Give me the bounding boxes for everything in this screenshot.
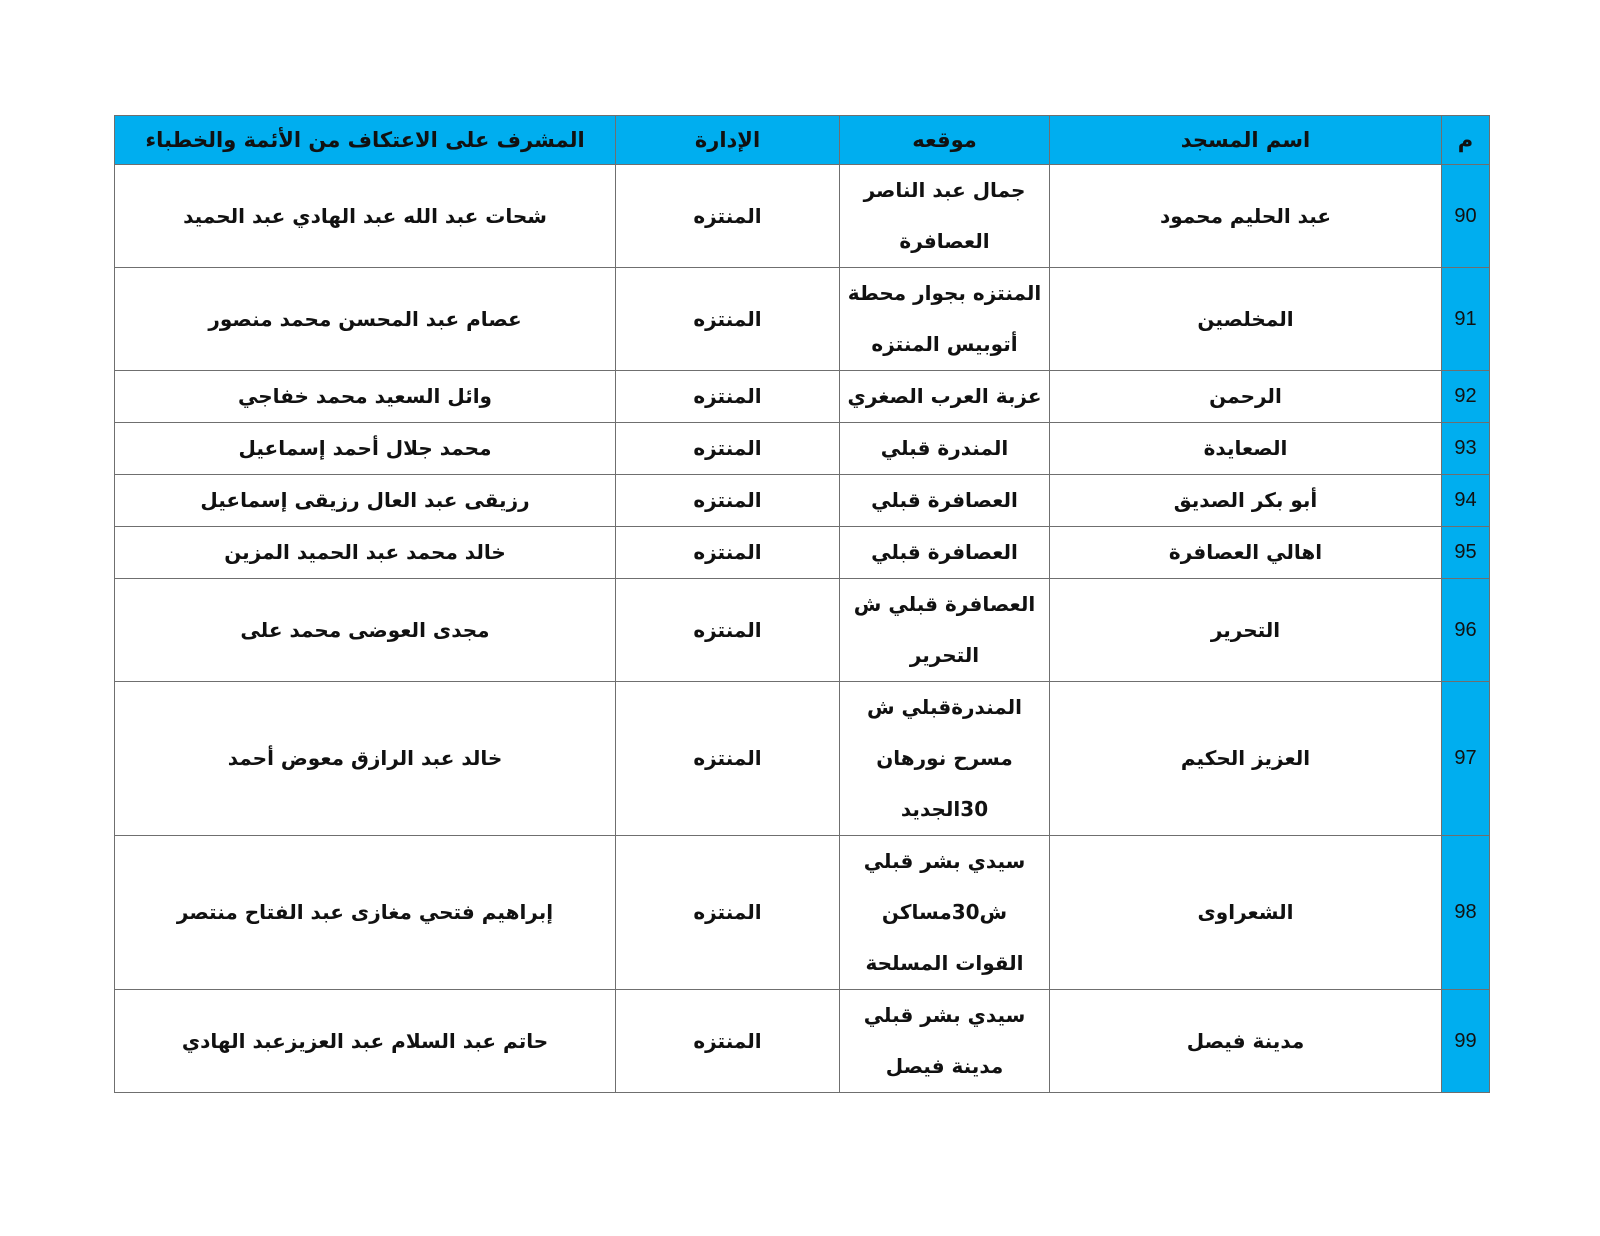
mosque-location: المندرةقبلي ش مسرح نورهان 30الجديد (840, 682, 1050, 836)
administration: المنتزه (616, 268, 840, 371)
supervisor: شحات عبد الله عبد الهادي عبد الحميد (115, 165, 616, 268)
table-row (115, 682, 1490, 836)
mosque-name: العزيز الحكيم (1050, 682, 1442, 836)
header-supervisor: المشرف على الاعتكاف من الأئمة والخطباء (115, 116, 616, 165)
supervisor: وائل السعيد محمد خفاجي (115, 371, 616, 423)
table-row (115, 990, 1490, 1093)
supervisor: حاتم عبد السلام عبد العزيزعبد الهادي (115, 990, 616, 1093)
mosque-name: أبو بكر الصديق (1050, 475, 1442, 527)
mosque-name: اهالي العصافرة (1050, 527, 1442, 579)
row-number: 94 (1442, 475, 1490, 527)
administration: المنتزه (616, 836, 840, 990)
row-number: 90 (1442, 165, 1490, 268)
mosque-location: المندرة قبلي (840, 423, 1050, 475)
table-header-row (115, 116, 1490, 165)
row-number: 95 (1442, 527, 1490, 579)
table-row (115, 579, 1490, 682)
header-administration: الإدارة (616, 116, 840, 165)
header-mosque-name: اسم المسجد (1050, 116, 1442, 165)
mosque-name: مدينة فيصل (1050, 990, 1442, 1093)
header-location: موقعه (840, 116, 1050, 165)
mosque-name: الصعايدة (1050, 423, 1442, 475)
supervisor: عصام عبد المحسن محمد منصور (115, 268, 616, 371)
supervisor: خالد عبد الرازق معوض أحمد (115, 682, 616, 836)
mosque-location: جمال عبد الناصر العصافرة (840, 165, 1050, 268)
administration: المنتزه (616, 527, 840, 579)
administration: المنتزه (616, 682, 840, 836)
supervisor: إبراهيم فتحي مغازى عبد الفتاح منتصر (115, 836, 616, 990)
table-row (115, 836, 1490, 990)
row-number: 92 (1442, 371, 1490, 423)
mosque-name: الرحمن (1050, 371, 1442, 423)
mosque-location: المنتزه بجوار محطة أتوبيس المنتزه (840, 268, 1050, 371)
mosque-location: سيدي بشر قبلي ش30مساكن القوات المسلحة (840, 836, 1050, 990)
mosque-name: الشعراوى (1050, 836, 1442, 990)
table-row (115, 165, 1490, 268)
supervisor: خالد محمد عبد الحميد المزين (115, 527, 616, 579)
mosque-name: عبد الحليم محمود (1050, 165, 1442, 268)
administration: المنتزه (616, 579, 840, 682)
table-row (115, 268, 1490, 371)
row-number: 98 (1442, 836, 1490, 990)
mosque-location: عزبة العرب الصغري (840, 371, 1050, 423)
mosque-location: العصافرة قبلي (840, 475, 1050, 527)
row-number: 99 (1442, 990, 1490, 1093)
mosque-name: التحرير (1050, 579, 1442, 682)
header-num: م (1442, 116, 1490, 165)
document-page (114, 115, 1489, 1093)
row-number: 96 (1442, 579, 1490, 682)
row-number: 91 (1442, 268, 1490, 371)
mosque-location: العصافرة قبلي ش التحرير (840, 579, 1050, 682)
row-number: 93 (1442, 423, 1490, 475)
row-number: 97 (1442, 682, 1490, 836)
mosque-location: سيدي بشر قبلي مدينة فيصل (840, 990, 1050, 1093)
table-row (115, 527, 1490, 579)
supervisor: رزيقى عبد العال رزيقى إسماعيل (115, 475, 616, 527)
administration: المنتزه (616, 371, 840, 423)
table-row (115, 423, 1490, 475)
table-row (115, 371, 1490, 423)
administration: المنتزه (616, 990, 840, 1093)
administration: المنتزه (616, 475, 840, 527)
administration: المنتزه (616, 165, 840, 268)
table-row (115, 475, 1490, 527)
supervisor: مجدى العوضى محمد على (115, 579, 616, 682)
supervisor: محمد جلال أحمد إسماعيل (115, 423, 616, 475)
mosques-table (114, 115, 1490, 1093)
mosque-location: العصافرة قبلي (840, 527, 1050, 579)
mosque-name: المخلصين (1050, 268, 1442, 371)
administration: المنتزه (616, 423, 840, 475)
